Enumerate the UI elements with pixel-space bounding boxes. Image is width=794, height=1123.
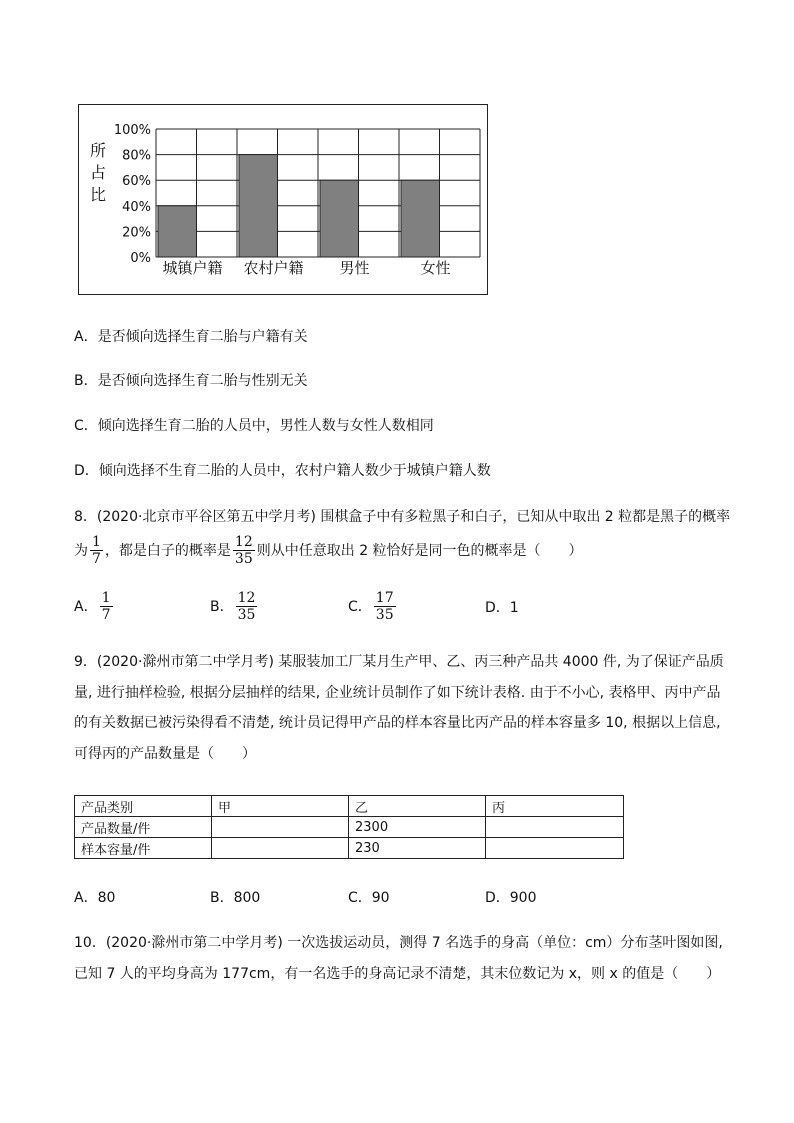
q8-stem-line1: 8．(2020·北京市平谷区第五中学月考) 围棋盒子中有多粒黑子和白子，已知从中取出 2 粒都是黑子的概率 (74, 509, 731, 525)
table-header-cell: 乙 (349, 796, 486, 817)
option-fraction (236, 590, 258, 623)
q7-option-d: D．倾向选择不生育二胎的人员中，农村户籍人数少于城镇户籍人数 (74, 463, 491, 479)
table-header-cell: 产品类别 (75, 796, 212, 817)
bar (320, 180, 359, 257)
category-label: 城镇户籍 (162, 259, 223, 277)
y-tick-label: 100% (113, 123, 151, 138)
q9-option-d: D．900 (485, 890, 537, 906)
q8-suffix: 则从中任意取出 2 粒恰好是同一色的概率是（ ） (256, 542, 583, 559)
table-row (75, 838, 624, 859)
table-cell: 样本容量/件 (75, 838, 212, 859)
table-header-cell: 丙 (486, 796, 624, 817)
y-tick-label: 20% (122, 225, 151, 241)
q8-option-a (74, 590, 115, 623)
y-axis-label-char: 占 (89, 163, 107, 182)
q9-stem-line2: 量, 进行抽样检验, 根据分层抽样的结果, 企业统计员制作了如下统计表格. 由于不小心, 表格甲、丙中产品 (74, 685, 721, 701)
y-tick-label: 80% (122, 148, 151, 164)
q10-stem-line2: 已知 7 人的平均身高为 177cm，有一名选手的身高记录不清楚，其末位数记为 x，则 x 的值是（ ） (74, 966, 721, 982)
q9-stem-line3: 的有关数据已被污染得看不清楚, 统计员记得甲产品的样本容量比丙产品的样本容量多 10, 根据以上信息, (74, 715, 721, 731)
category-label: 男性 (339, 259, 370, 277)
option-fraction (100, 590, 113, 623)
table-cell (212, 838, 349, 859)
fraction-numerator: 17 (375, 590, 394, 606)
q9-option-a: A．80 (74, 890, 116, 906)
table-cell (486, 817, 624, 838)
q8-fraction-black (90, 534, 103, 567)
bar (239, 155, 278, 257)
y-axis-label-char: 比 (89, 185, 107, 204)
fraction-numerator: 1 (92, 534, 101, 550)
table-cell: 2300 (349, 817, 486, 838)
table-cell (212, 817, 349, 838)
option-label: C． (348, 598, 372, 615)
product-stats-table (74, 795, 624, 859)
fraction-denominator: 7 (101, 607, 111, 623)
q8-mid: ，都是白子的概率是 (104, 542, 231, 559)
bar (158, 206, 197, 257)
fraction-denominator: 35 (375, 607, 394, 623)
table-header-row (75, 796, 624, 817)
fraction-denominator: 35 (237, 607, 256, 623)
q9-option-b: B．800 (210, 890, 261, 906)
q8-option-c (348, 590, 398, 623)
q7-option-b: B．是否倾向选择生育二胎与性别无关 (74, 373, 308, 389)
q9-stem-line1: 9．(2020·滁州市第二中学月考) 某服装加工厂某月生产甲、乙、丙三种产品共 4000 件, 为了保证产品质 (74, 654, 724, 670)
q7-option-c: C．倾向选择生育二胎的人员中，男性人数与女性人数相同 (74, 418, 434, 434)
q8-option-d: D．1 (485, 600, 519, 616)
fraction-numerator: 12 (234, 534, 253, 550)
q8-prefix: 为 (74, 542, 88, 559)
fraction-numerator: 12 (237, 590, 256, 606)
table-cell: 产品数量/件 (75, 817, 212, 838)
q8-option-b (210, 590, 259, 623)
fraction-numerator: 1 (101, 590, 111, 606)
fraction-denominator: 35 (234, 551, 253, 567)
y-axis-label-char: 所 (89, 141, 107, 160)
bar-chart (78, 104, 488, 296)
q8-stem-line2 (74, 534, 583, 567)
y-tick-label: 40% (122, 199, 151, 215)
table-cell: 230 (349, 838, 486, 859)
y-tick-label: 60% (122, 174, 151, 190)
option-label: A． (74, 598, 98, 615)
table-cell (486, 838, 624, 859)
table-header-cell: 甲 (212, 796, 349, 817)
q7-option-a: A．是否倾向选择生育二胎与户籍有关 (74, 329, 308, 345)
q9-stem-line4: 可得丙的产品数量是（ ） (74, 746, 256, 762)
q8-fraction-white (233, 534, 255, 567)
option-fraction (374, 590, 396, 623)
q9-option-c: C．90 (348, 890, 390, 906)
bar (401, 180, 440, 257)
category-label: 女性 (420, 259, 451, 277)
y-tick-label: 0% (130, 251, 151, 266)
q10-stem-line1: 10．(2020·滁州市第二中学月考) 一次选拔运动员，测得 7 名选手的身高（单位：cm）分布茎叶图如图, (74, 935, 723, 951)
table-row (75, 817, 624, 838)
option-label: B． (210, 598, 234, 615)
category-label: 农村户籍 (243, 259, 304, 277)
fraction-denominator: 7 (92, 551, 101, 567)
